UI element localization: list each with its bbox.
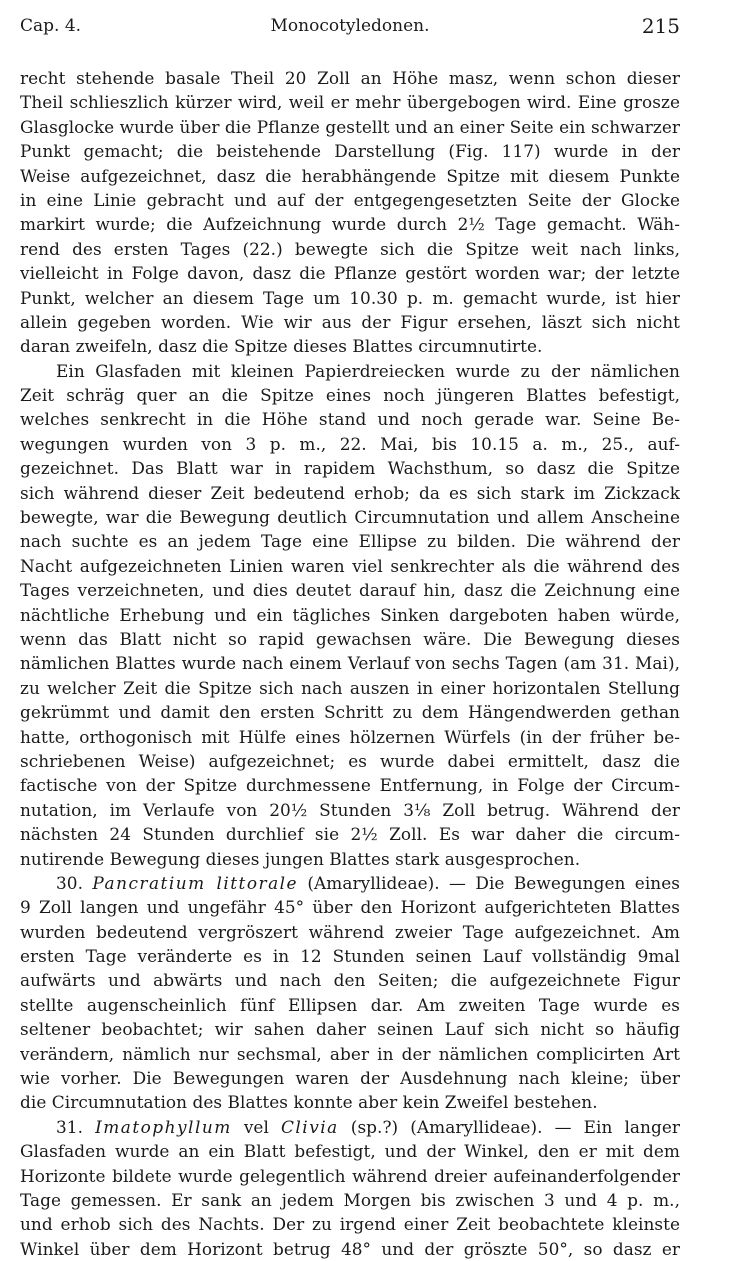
line-text: Tages verzeichneten, und dies deutet darauf hin, dasz die Zeichnung eine	[20, 580, 680, 601]
line-text: 30.	[56, 872, 93, 893]
document-page	[20, 14, 680, 1259]
text-line	[20, 66, 680, 90]
text-line	[20, 895, 680, 919]
text-line	[20, 359, 680, 383]
line-text: markirt wurde; die Aufzeichnung wurde durch 2½ Tage gemacht. Wäh-	[20, 214, 680, 235]
line-text: nämlichen Blattes wurde nach einem Verlauf von sechs Tagen (am 31. Mai),	[20, 653, 680, 674]
line-text: recht stehende basale Theil 20 Zoll an Höhe masz, wenn schon dieser	[20, 68, 680, 88]
text-line	[20, 1237, 680, 1261]
line-text: nächtliche Erhebung und ein tägliches Sinken dargeboten haben würde,	[20, 604, 680, 625]
text-line	[20, 90, 680, 114]
text-line	[20, 798, 680, 822]
text-line	[20, 383, 680, 407]
line-text: vel	[231, 1116, 281, 1137]
line-text: sich während dieser Zeit bedeutend erhob; da es sich stark im Zickzack	[20, 482, 680, 503]
line-text: nutirende Bewegung dieses jungen Blattes stark ausgesprochen.	[20, 848, 581, 869]
text-line	[20, 237, 680, 261]
text-line	[20, 578, 680, 602]
text-line	[20, 334, 680, 358]
line-text: verändern, nämlich nur sechsmal, aber in der nämlichen complicirten Art	[20, 1043, 680, 1064]
line-text: zu welcher Zeit die Spitze sich nach auszen in einer horizontalen Stellung	[20, 677, 680, 698]
text-line	[20, 1090, 680, 1114]
chapter-label: Cap. 4.	[20, 16, 82, 36]
text-line	[20, 749, 680, 773]
text-line	[20, 773, 680, 797]
line-text: daran zweifeln, dasz die Spitze dieses Blattes circumnutirte.	[20, 336, 543, 357]
line-text: gekrümmt und damit den ersten Schritt zu dem Hängendwerden gethan	[20, 702, 680, 723]
line-text: Horizonte bildete wurde gelegentlich während dreier aufeinanderfolgender	[20, 1165, 680, 1186]
line-text: (Amaryllideae). — Die Bewegungen eines	[298, 872, 680, 893]
text-line	[20, 529, 680, 553]
text-line	[20, 188, 680, 212]
line-text: wenn das Blatt nicht so rapid gewachsen wäre. Die Bewegung dieses	[20, 628, 680, 649]
line-text: 9 Zoll langen und ungefähr 45° über den Horizont aufgerichteten Blattes	[20, 897, 680, 918]
text-line	[20, 456, 680, 480]
line-text: nutation, im Verlaufe von 20½ Stunden 3⅛ Zoll betrug. Während der	[20, 799, 680, 820]
line-text: factische von der Spitze durchmessene Entfernung, in Folge der Circum-	[20, 775, 680, 796]
line-text: wegungen wurden von 3 p. m., 22. Mai, bis 10.15 a. m., 25., auf-	[20, 433, 680, 454]
line-text: Punkt gemacht; die beistehende Darstellung (Fig. 117) wurde in der	[20, 141, 680, 162]
line-text: Glasglocke wurde über die Pflanze gestellt und an einer Seite ein schwarzer	[20, 116, 680, 137]
species-name: Pancratium littorale	[92, 872, 299, 893]
line-text: seltener beobachtet; wir sahen daher seinen Lauf sich nicht so häufig	[20, 1019, 680, 1040]
text-line	[20, 847, 680, 871]
text-line	[20, 968, 680, 992]
text-line	[20, 944, 680, 968]
line-text: bewegte, war die Bewegung deutlich Circumnutation und allem Anscheine	[20, 507, 680, 528]
text-line	[20, 651, 680, 675]
line-text: in eine Linie gebracht und auf der entgegengesetzten Seite der Glocke	[20, 189, 680, 210]
text-line	[20, 1042, 680, 1066]
text-line	[20, 1164, 680, 1188]
line-text: 31.	[56, 1116, 96, 1137]
line-text: wie vorher. Die Bewegungen waren der Ausdehnung nach kleine; über	[20, 1068, 680, 1089]
text-line	[20, 554, 680, 578]
text-line	[20, 1212, 680, 1236]
running-header	[20, 14, 680, 44]
line-text: Punkt, welcher an diesem Tage um 10.30 p. m. gemacht wurde, ist hier	[20, 287, 680, 308]
text-line	[20, 407, 680, 431]
text-line	[20, 993, 680, 1017]
line-text: schriebenen Weise) aufgezeichnet; es wurde dabei ermittelt, dasz die	[20, 750, 680, 771]
text-line	[20, 310, 680, 334]
line-text: die Circumnutation des Blattes konnte aber kein Zweifel bestehen.	[20, 1092, 598, 1113]
text-line	[20, 164, 680, 188]
text-line	[20, 481, 680, 505]
line-text: Tage gemessen. Er sank an jedem Morgen bis zwischen 3 und 4 p. m.,	[20, 1189, 680, 1210]
line-text: vielleicht in Folge davon, dasz die Pflanze gestört worden war; der letzte	[20, 263, 680, 284]
line-text: allein gegeben worden. Wie wir aus der Figur ersehen, läszt sich nicht	[20, 311, 680, 332]
text-line	[20, 115, 680, 139]
text-line	[20, 505, 680, 529]
line-text: (sp.?) (Amaryllideae). — Ein langer	[338, 1116, 680, 1137]
line-text: wurden bedeutend vergröszert während zweier Tage aufgezeichnet. Am	[20, 921, 680, 942]
text-line	[20, 212, 680, 236]
line-text: rend des ersten Tages (22.) bewegte sich die Spitze weit nach links,	[20, 238, 680, 259]
line-text: ersten Tage veränderte es in 12 Stunden seinen Lauf vollständig 9mal	[20, 946, 680, 967]
text-line	[20, 1066, 680, 1090]
text-line	[20, 261, 680, 285]
line-text: und erhob sich des Nachts. Der zu irgend einer Zeit beobachtete kleinste	[20, 1214, 680, 1235]
line-text: Ein Glasfaden mit kleinen Papierdreiecken wurde zu der nämlichen	[56, 360, 680, 381]
species-name: Clivia	[280, 1116, 339, 1137]
line-text: Theil schlieszlich kürzer wird, weil er mehr übergebogen wird. Eine grosze	[20, 92, 680, 113]
line-text: Winkel über dem Horizont betrug 48° und der gröszte 50°, so dasz er	[20, 1238, 680, 1259]
line-text: Zeit schräg quer an die Spitze eines noch jüngeren Blattes befestigt,	[20, 385, 680, 406]
text-line	[20, 286, 680, 310]
text-line	[20, 1017, 680, 1041]
text-line	[20, 139, 680, 163]
text-line	[20, 676, 680, 700]
text-line	[20, 432, 680, 456]
text-line	[20, 1188, 680, 1212]
line-text: Glasfaden wurde an ein Blatt befestigt, und der Winkel, den er mit dem	[20, 1141, 680, 1162]
text-line	[20, 1139, 680, 1163]
text-line	[20, 920, 680, 944]
text-line	[20, 725, 680, 749]
line-text: stellte augenscheinlich fünf Ellipsen dar. Am zweiten Tage wurde es	[20, 994, 680, 1015]
text-line	[20, 822, 680, 846]
line-text: welches senkrecht in die Höhe stand und noch gerade war. Seine Be-	[20, 409, 680, 430]
running-title: Monocotyledonen.	[270, 16, 430, 36]
line-text: hatte, orthogonisch mit Hülfe eines hölzernen Würfels (in der früher be-	[20, 726, 680, 747]
text-line	[20, 871, 680, 895]
text-line	[20, 627, 680, 651]
line-text: Nacht aufgezeichneten Linien waren viel senkrechter als die während des	[20, 555, 680, 576]
line-text: gezeichnet. Das Blatt war in rapidem Wachsthum, so dasz die Spitze	[20, 458, 680, 479]
text-line	[20, 603, 680, 627]
line-text: aufwärts und abwärts und nach den Seiten; die aufgezeichnete Figur	[20, 970, 680, 991]
line-text: nächsten 24 Stunden durchlief sie 2½ Zoll. Es war daher die circum-	[20, 824, 680, 845]
text-line	[20, 1115, 680, 1139]
line-text: Weise aufgezeichnet, dasz die herabhängende Spitze mit diesem Punkte	[20, 165, 680, 186]
page-number: 215	[641, 14, 680, 38]
text-line	[20, 700, 680, 724]
line-text: nach suchte es an jedem Tage eine Ellipse zu bilden. Die während der	[20, 531, 680, 552]
body-text	[20, 66, 680, 1261]
species-name: Imatophyllum	[95, 1116, 232, 1137]
